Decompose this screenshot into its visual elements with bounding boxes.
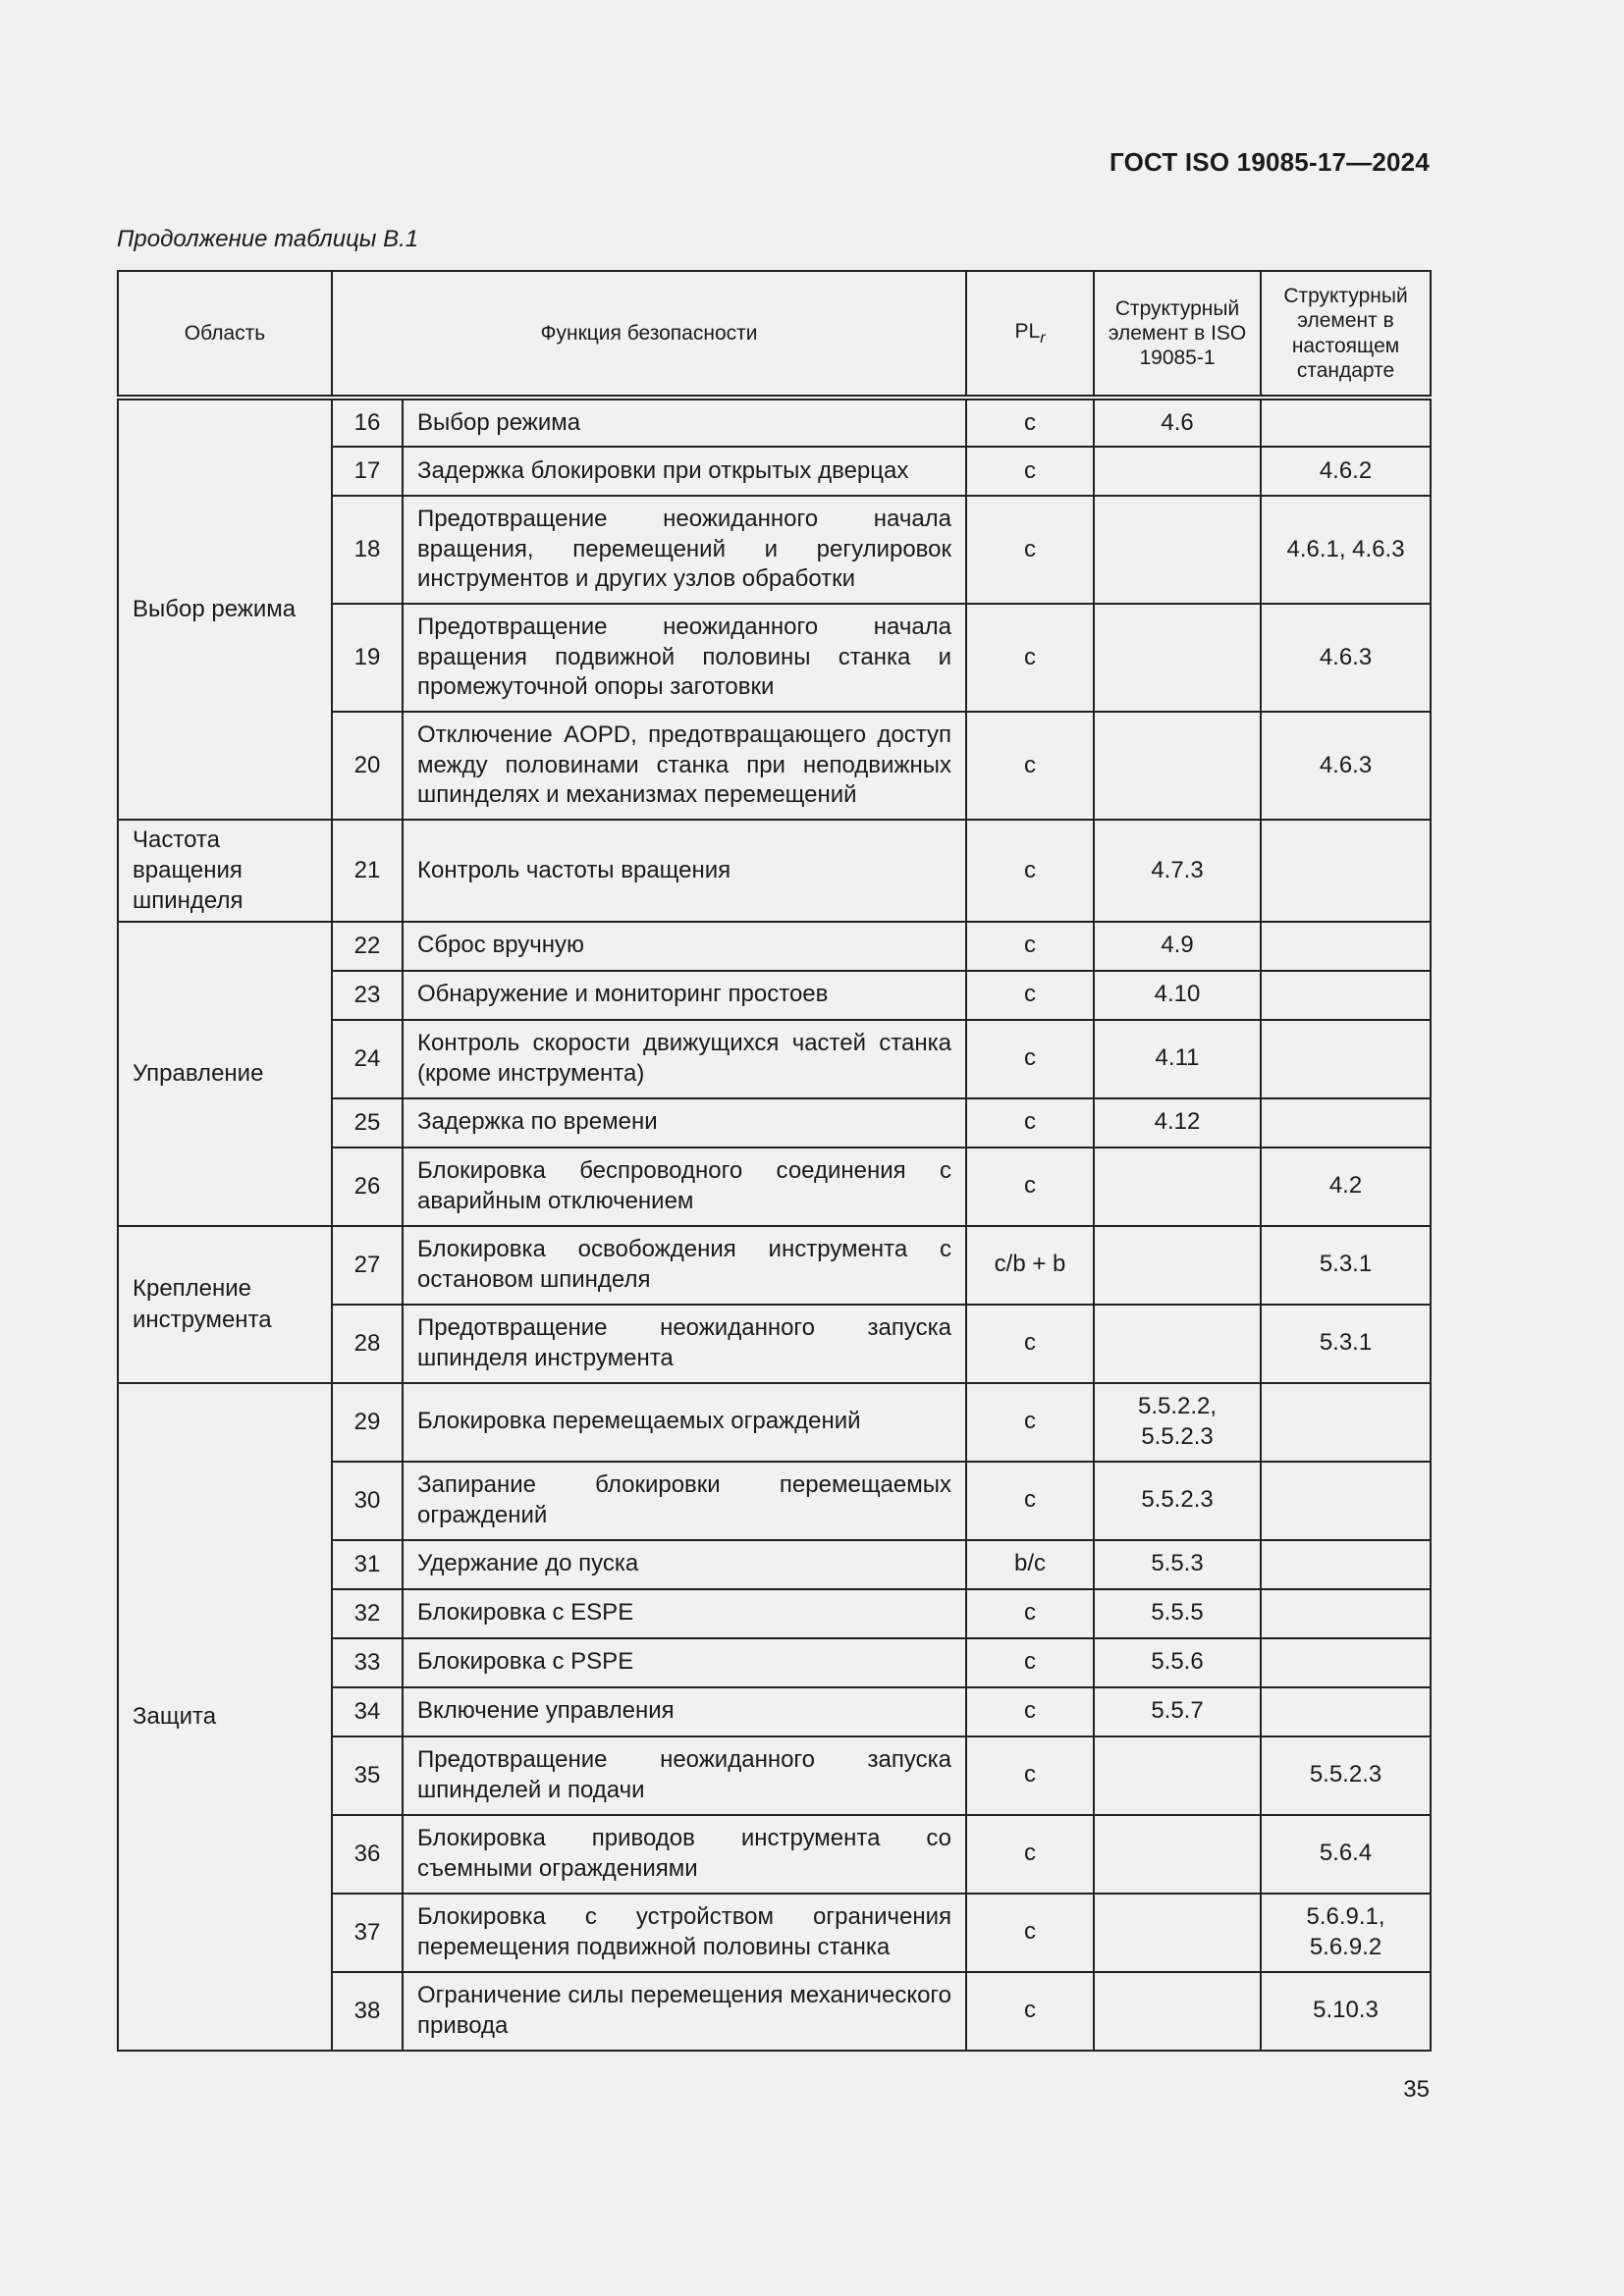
- safety-function: Обнаружение и мониторинг простоев: [403, 971, 966, 1020]
- row-number: 33: [332, 1638, 403, 1687]
- iso-element: 5.5.7: [1094, 1687, 1261, 1736]
- safety-function: Блокировка с PSPE: [403, 1638, 966, 1687]
- iso-element: 5.5.6: [1094, 1638, 1261, 1687]
- pl-value: c: [966, 1815, 1094, 1894]
- safety-function: Задержка блокировки при открытых дверцах: [403, 447, 966, 496]
- row-number: 30: [332, 1462, 403, 1540]
- standard-element: 4.6.1, 4.6.3: [1261, 496, 1431, 604]
- standard-element: 5.5.2.3: [1261, 1736, 1431, 1815]
- iso-element: 4.7.3: [1094, 820, 1261, 922]
- standard-element: 4.6.2: [1261, 447, 1431, 496]
- safety-function: Контроль частоты вращения: [403, 820, 966, 922]
- iso-element: [1094, 604, 1261, 712]
- row-number: 21: [332, 820, 403, 922]
- area-cell: Выбор режима: [118, 398, 332, 820]
- standard-element: 4.6.3: [1261, 712, 1431, 820]
- pl-value: c: [966, 398, 1094, 447]
- pl-value: c: [966, 1462, 1094, 1540]
- safety-function: Блокировка приводов инструмента со съемными ограждениями: [403, 1815, 966, 1894]
- safety-function: Блокировка с ESPE: [403, 1589, 966, 1638]
- row-number: 18: [332, 496, 403, 604]
- standard-element: 4.6.3: [1261, 604, 1431, 712]
- pl-value: c: [966, 712, 1094, 820]
- iso-element: [1094, 1305, 1261, 1383]
- row-number: 31: [332, 1540, 403, 1589]
- iso-element: 4.9: [1094, 922, 1261, 971]
- row-number: 38: [332, 1972, 403, 2051]
- iso-element: [1094, 1148, 1261, 1226]
- pl-value: c: [966, 971, 1094, 1020]
- iso-element: [1094, 1894, 1261, 1972]
- standard-element: [1261, 1540, 1431, 1589]
- pl-value: c: [966, 922, 1094, 971]
- row-number: 32: [332, 1589, 403, 1638]
- safety-function: Отключение AOPD, предотвращающего доступ между половинами станка при неподвижных шпинделях и механизмах перемещений: [403, 712, 966, 820]
- pl-value: c: [966, 1972, 1094, 2051]
- table-row: [118, 398, 1431, 447]
- table-row: [118, 922, 1431, 971]
- safety-function: Предотвращение неожиданного запуска шпинделей и подачи: [403, 1736, 966, 1815]
- iso-element: [1094, 1972, 1261, 2051]
- pl-value: c: [966, 1736, 1094, 1815]
- standard-element: [1261, 398, 1431, 447]
- table-body: [118, 398, 1431, 2051]
- pl-value: c: [966, 820, 1094, 922]
- row-number: 17: [332, 447, 403, 496]
- safety-function: Предотвращение неожиданного начала вращения подвижной половины станка и промежуточной опоры заготовки: [403, 604, 966, 712]
- pl-value: c: [966, 1305, 1094, 1383]
- pl-value: c: [966, 496, 1094, 604]
- header-function: Функция безопасности: [332, 271, 966, 398]
- standard-element: [1261, 820, 1431, 922]
- row-number: 37: [332, 1894, 403, 1972]
- header-standard-element: Структурный элемент в настоящем стандарте: [1261, 271, 1431, 398]
- header-pl: [966, 271, 1094, 398]
- safety-function: Задержка по времени: [403, 1098, 966, 1148]
- table-row: [118, 820, 1431, 922]
- header-iso-element: Структурный элемент в ISO 19085-1: [1094, 271, 1261, 398]
- header-pl-label: PL: [1014, 319, 1041, 343]
- pl-value: c: [966, 1148, 1094, 1226]
- row-number: 28: [332, 1305, 403, 1383]
- row-number: 19: [332, 604, 403, 712]
- iso-element: 5.5.5: [1094, 1589, 1261, 1638]
- standard-element: [1261, 1638, 1431, 1687]
- iso-element: 4.6: [1094, 398, 1261, 447]
- safety-function: Ограничение силы перемещения механического привода: [403, 1972, 966, 2051]
- standard-element: [1261, 1462, 1431, 1540]
- pl-value: c: [966, 1098, 1094, 1148]
- pl-value: c: [966, 1894, 1094, 1972]
- pl-value: c/b + b: [966, 1226, 1094, 1305]
- area-cell: Защита: [118, 1383, 332, 2051]
- pl-value: c: [966, 1638, 1094, 1687]
- row-number: 16: [332, 398, 403, 447]
- area-cell: Управление: [118, 922, 332, 1226]
- row-number: 27: [332, 1226, 403, 1305]
- row-number: 24: [332, 1020, 403, 1098]
- page-number: 35: [1403, 2076, 1430, 2103]
- safety-function: Блокировка с устройством ограничения перемещения подвижной половины станка: [403, 1894, 966, 1972]
- header-pl-subscript: r: [1040, 330, 1046, 347]
- safety-functions-table: [117, 270, 1432, 2052]
- row-number: 20: [332, 712, 403, 820]
- pl-value: c: [966, 1589, 1094, 1638]
- iso-element: 5.5.2.2, 5.5.2.3: [1094, 1383, 1261, 1462]
- safety-function: Сброс вручную: [403, 922, 966, 971]
- document-header: ГОСТ ISO 19085-17—2024: [1110, 147, 1430, 177]
- safety-function: Включение управления: [403, 1687, 966, 1736]
- row-number: 23: [332, 971, 403, 1020]
- row-number: 35: [332, 1736, 403, 1815]
- pl-value: c: [966, 1020, 1094, 1098]
- pl-value: c: [966, 604, 1094, 712]
- standard-element: [1261, 1383, 1431, 1462]
- standard-element: [1261, 922, 1431, 971]
- standard-element: 4.2: [1261, 1148, 1431, 1226]
- iso-element: 5.5.2.3: [1094, 1462, 1261, 1540]
- safety-function: Предотвращение неожиданного запуска шпинделя инструмента: [403, 1305, 966, 1383]
- row-number: 25: [332, 1098, 403, 1148]
- row-number: 22: [332, 922, 403, 971]
- standard-element: [1261, 1098, 1431, 1148]
- standard-element: 5.3.1: [1261, 1226, 1431, 1305]
- safety-function: Блокировка освобождения инструмента с остановом шпинделя: [403, 1226, 966, 1305]
- row-number: 36: [332, 1815, 403, 1894]
- iso-element: 4.10: [1094, 971, 1261, 1020]
- iso-element: 5.5.3: [1094, 1540, 1261, 1589]
- safety-function: Блокировка перемещаемых ограждений: [403, 1383, 966, 1462]
- pl-value: c: [966, 1383, 1094, 1462]
- standard-element: 5.6.9.1, 5.6.9.2: [1261, 1894, 1431, 1972]
- standard-element: [1261, 971, 1431, 1020]
- safety-function: Удержание до пуска: [403, 1540, 966, 1589]
- standard-element: [1261, 1589, 1431, 1638]
- standard-element: [1261, 1687, 1431, 1736]
- header-area: Область: [118, 271, 332, 398]
- safety-function: Контроль скорости движущихся частей станка (кроме инструмента): [403, 1020, 966, 1098]
- row-number: 29: [332, 1383, 403, 1462]
- area-cell: Крепление инструмента: [118, 1226, 332, 1383]
- iso-element: 4.12: [1094, 1098, 1261, 1148]
- pl-value: c: [966, 447, 1094, 496]
- safety-function: Блокировка беспроводного соединения с аварийным отключением: [403, 1148, 966, 1226]
- standard-element: 5.10.3: [1261, 1972, 1431, 2051]
- iso-element: [1094, 1736, 1261, 1815]
- table-header-row: [118, 271, 1431, 398]
- pl-value: c: [966, 1687, 1094, 1736]
- row-number: 34: [332, 1687, 403, 1736]
- standard-element: [1261, 1020, 1431, 1098]
- row-number: 26: [332, 1148, 403, 1226]
- iso-element: [1094, 447, 1261, 496]
- standard-element: 5.3.1: [1261, 1305, 1431, 1383]
- iso-element: [1094, 1815, 1261, 1894]
- standard-element: 5.6.4: [1261, 1815, 1431, 1894]
- table-row: [118, 1226, 1431, 1305]
- iso-element: 4.11: [1094, 1020, 1261, 1098]
- safety-function: Запирание блокировки перемещаемых ограждений: [403, 1462, 966, 1540]
- iso-element: [1094, 496, 1261, 604]
- iso-element: [1094, 712, 1261, 820]
- safety-function: Выбор режима: [403, 398, 966, 447]
- iso-element: [1094, 1226, 1261, 1305]
- area-cell: Частота вращения шпинделя: [118, 820, 332, 922]
- safety-function: Предотвращение неожиданного начала вращения, перемещений и регулировок инструментов и других узлов обработки: [403, 496, 966, 604]
- table-caption: Продолжение таблицы В.1: [117, 226, 419, 252]
- table-row: [118, 1383, 1431, 1462]
- pl-value: b/c: [966, 1540, 1094, 1589]
